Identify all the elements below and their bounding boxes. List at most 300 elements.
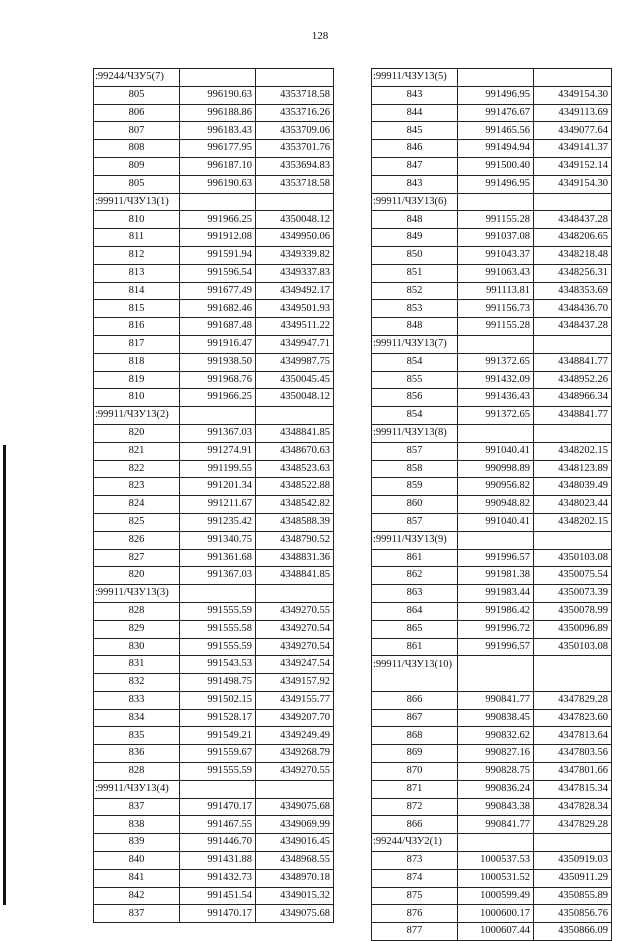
empty-cell bbox=[534, 424, 612, 442]
y-coordinate: 4348023.44 bbox=[534, 496, 612, 514]
table-row bbox=[372, 229, 612, 247]
y-coordinate: 4349492.17 bbox=[256, 282, 334, 300]
parcel-header-row bbox=[94, 407, 334, 425]
table-row bbox=[94, 157, 334, 175]
x-coordinate: 991555.59 bbox=[180, 638, 256, 656]
table-row bbox=[94, 567, 334, 585]
y-coordinate: 4348256.31 bbox=[534, 264, 612, 282]
table-row bbox=[94, 371, 334, 389]
y-coordinate: 4350073.39 bbox=[534, 585, 612, 603]
table-row bbox=[94, 638, 334, 656]
y-coordinate: 4353701.76 bbox=[256, 140, 334, 158]
table-row bbox=[94, 282, 334, 300]
point-number: 805 bbox=[94, 86, 180, 104]
y-coordinate: 4348218.48 bbox=[534, 246, 612, 264]
table-row bbox=[372, 122, 612, 140]
y-coordinate: 4349501.93 bbox=[256, 300, 334, 318]
point-number: 828 bbox=[94, 602, 180, 620]
table-row bbox=[94, 887, 334, 905]
table-row bbox=[94, 300, 334, 318]
y-coordinate: 4349950.06 bbox=[256, 229, 334, 247]
y-coordinate: 4349270.55 bbox=[256, 763, 334, 781]
point-number: 806 bbox=[94, 104, 180, 122]
y-coordinate: 4348437.28 bbox=[534, 318, 612, 336]
point-number: 835 bbox=[94, 727, 180, 745]
point-number: 818 bbox=[94, 353, 180, 371]
point-number: 828 bbox=[94, 763, 180, 781]
table-row bbox=[94, 852, 334, 870]
point-number: 861 bbox=[372, 638, 458, 656]
point-number: 836 bbox=[94, 745, 180, 763]
y-coordinate: 4350856.76 bbox=[534, 905, 612, 923]
x-coordinate: 991502.15 bbox=[180, 691, 256, 709]
x-coordinate: 991446.70 bbox=[180, 834, 256, 852]
point-number: 838 bbox=[94, 816, 180, 834]
table-row bbox=[94, 816, 334, 834]
scan-margin-bar bbox=[3, 445, 6, 905]
point-number: 858 bbox=[372, 460, 458, 478]
table-row bbox=[94, 478, 334, 496]
table-row bbox=[372, 300, 612, 318]
x-coordinate: 991274.91 bbox=[180, 442, 256, 460]
point-number: 832 bbox=[94, 674, 180, 692]
y-coordinate: 4349247.54 bbox=[256, 656, 334, 674]
x-coordinate: 991432.73 bbox=[180, 869, 256, 887]
x-coordinate: 991155.28 bbox=[458, 211, 534, 229]
table-row bbox=[94, 353, 334, 371]
x-coordinate: 991496.95 bbox=[458, 175, 534, 193]
x-coordinate: 1000600.17 bbox=[458, 905, 534, 923]
y-coordinate: 4348966.34 bbox=[534, 389, 612, 407]
x-coordinate: 1000599.49 bbox=[458, 887, 534, 905]
y-coordinate: 4349270.55 bbox=[256, 602, 334, 620]
point-number: 813 bbox=[94, 264, 180, 282]
point-number: 854 bbox=[372, 353, 458, 371]
table-row bbox=[372, 442, 612, 460]
y-coordinate: 4349270.54 bbox=[256, 638, 334, 656]
x-coordinate: 991040.41 bbox=[458, 513, 534, 531]
empty-cell bbox=[534, 656, 612, 692]
y-coordinate: 4349015.32 bbox=[256, 887, 334, 905]
table-row bbox=[372, 816, 612, 834]
table-row bbox=[372, 513, 612, 531]
y-coordinate: 4349152.14 bbox=[534, 157, 612, 175]
y-coordinate: 4349268.79 bbox=[256, 745, 334, 763]
x-coordinate: 991436.43 bbox=[458, 389, 534, 407]
y-coordinate: 4350866.09 bbox=[534, 923, 612, 941]
parcel-id: :99911/ЧЗУ13(7) bbox=[372, 335, 458, 353]
x-coordinate: 991986.42 bbox=[458, 602, 534, 620]
table-row bbox=[94, 869, 334, 887]
parcel-header-row bbox=[94, 69, 334, 87]
table-row bbox=[372, 104, 612, 122]
table-row bbox=[372, 264, 612, 282]
point-number: 851 bbox=[372, 264, 458, 282]
x-coordinate: 991043.37 bbox=[458, 246, 534, 264]
empty-cell bbox=[534, 193, 612, 211]
point-number: 860 bbox=[372, 496, 458, 514]
point-number: 862 bbox=[372, 567, 458, 585]
x-coordinate: 991199.55 bbox=[180, 460, 256, 478]
x-coordinate: 991476.67 bbox=[458, 104, 534, 122]
x-coordinate: 990836.24 bbox=[458, 780, 534, 798]
y-coordinate: 4353718.58 bbox=[256, 175, 334, 193]
table-row bbox=[94, 442, 334, 460]
x-coordinate: 1000537.53 bbox=[458, 852, 534, 870]
parcel-header-row bbox=[372, 531, 612, 549]
point-number: 820 bbox=[94, 424, 180, 442]
parcel-header-row bbox=[372, 656, 612, 692]
y-coordinate: 4348039.49 bbox=[534, 478, 612, 496]
y-coordinate: 4348202.15 bbox=[534, 513, 612, 531]
y-coordinate: 4347829.28 bbox=[534, 816, 612, 834]
y-coordinate: 4347801.66 bbox=[534, 763, 612, 781]
parcel-header-row bbox=[372, 69, 612, 87]
x-coordinate: 991968.76 bbox=[180, 371, 256, 389]
y-coordinate: 4348841.77 bbox=[534, 353, 612, 371]
table-row bbox=[372, 157, 612, 175]
table-row bbox=[372, 798, 612, 816]
x-coordinate: 996183.43 bbox=[180, 122, 256, 140]
empty-cell bbox=[256, 585, 334, 603]
y-coordinate: 4349075.68 bbox=[256, 905, 334, 923]
table-row bbox=[94, 246, 334, 264]
point-number: 842 bbox=[94, 887, 180, 905]
table-row bbox=[372, 211, 612, 229]
point-number: 833 bbox=[94, 691, 180, 709]
table-row bbox=[372, 353, 612, 371]
y-coordinate: 4349511.22 bbox=[256, 318, 334, 336]
point-number: 809 bbox=[94, 157, 180, 175]
y-coordinate: 4350045.45 bbox=[256, 371, 334, 389]
x-coordinate: 991372.65 bbox=[458, 353, 534, 371]
y-coordinate: 4349016.45 bbox=[256, 834, 334, 852]
table-row bbox=[372, 691, 612, 709]
point-number: 843 bbox=[372, 175, 458, 193]
empty-cell bbox=[458, 531, 534, 549]
y-coordinate: 4349141.37 bbox=[534, 140, 612, 158]
point-number: 854 bbox=[372, 407, 458, 425]
point-number: 816 bbox=[94, 318, 180, 336]
point-number: 848 bbox=[372, 211, 458, 229]
table-row bbox=[94, 745, 334, 763]
x-coordinate: 991340.75 bbox=[180, 531, 256, 549]
point-number: 861 bbox=[372, 549, 458, 567]
x-coordinate: 991555.59 bbox=[180, 602, 256, 620]
x-coordinate: 991156.73 bbox=[458, 300, 534, 318]
table-row bbox=[372, 780, 612, 798]
empty-cell bbox=[180, 193, 256, 211]
y-coordinate: 4349157.92 bbox=[256, 674, 334, 692]
parcel-id: :99911/ЧЗУ13(8) bbox=[372, 424, 458, 442]
y-coordinate: 4349069.99 bbox=[256, 816, 334, 834]
y-coordinate: 4349075.68 bbox=[256, 798, 334, 816]
table-row bbox=[372, 407, 612, 425]
parcel-id: :99911/ЧЗУ13(4) bbox=[94, 780, 180, 798]
y-coordinate: 4347813.64 bbox=[534, 727, 612, 745]
x-coordinate: 991113.81 bbox=[458, 282, 534, 300]
y-coordinate: 4348841.85 bbox=[256, 424, 334, 442]
point-number: 834 bbox=[94, 709, 180, 727]
point-number: 840 bbox=[94, 852, 180, 870]
y-coordinate: 4348437.28 bbox=[534, 211, 612, 229]
table-row bbox=[372, 282, 612, 300]
y-coordinate: 4348436.70 bbox=[534, 300, 612, 318]
empty-cell bbox=[458, 335, 534, 353]
y-coordinate: 4353709.06 bbox=[256, 122, 334, 140]
parcel-id: :99244/ЧЗУ2(1) bbox=[372, 834, 458, 852]
empty-cell bbox=[256, 193, 334, 211]
y-coordinate: 4348522.88 bbox=[256, 478, 334, 496]
table-row bbox=[94, 264, 334, 282]
point-number: 807 bbox=[94, 122, 180, 140]
point-number: 873 bbox=[372, 852, 458, 870]
y-coordinate: 4349947.71 bbox=[256, 335, 334, 353]
y-coordinate: 4348968.55 bbox=[256, 852, 334, 870]
point-number: 870 bbox=[372, 763, 458, 781]
point-number: 814 bbox=[94, 282, 180, 300]
table-row bbox=[94, 656, 334, 674]
table-row bbox=[94, 513, 334, 531]
table-row bbox=[94, 104, 334, 122]
coordinates-table-left bbox=[93, 68, 334, 923]
point-number: 810 bbox=[94, 389, 180, 407]
table-row bbox=[94, 175, 334, 193]
parcel-id: :99911/ЧЗУ13(6) bbox=[372, 193, 458, 211]
table-row bbox=[372, 371, 612, 389]
table-row bbox=[372, 745, 612, 763]
point-number: 866 bbox=[372, 816, 458, 834]
x-coordinate: 996187.10 bbox=[180, 157, 256, 175]
y-coordinate: 4348970.18 bbox=[256, 869, 334, 887]
x-coordinate: 991981.38 bbox=[458, 567, 534, 585]
y-coordinate: 4349270.54 bbox=[256, 620, 334, 638]
x-coordinate: 991498.75 bbox=[180, 674, 256, 692]
table-row bbox=[372, 620, 612, 638]
point-number: 808 bbox=[94, 140, 180, 158]
point-number: 875 bbox=[372, 887, 458, 905]
table-row bbox=[94, 335, 334, 353]
y-coordinate: 4347823.60 bbox=[534, 709, 612, 727]
point-number: 857 bbox=[372, 513, 458, 531]
y-coordinate: 4350048.12 bbox=[256, 389, 334, 407]
point-number: 823 bbox=[94, 478, 180, 496]
y-coordinate: 4347829.28 bbox=[534, 691, 612, 709]
x-coordinate: 991996.57 bbox=[458, 549, 534, 567]
point-number: 815 bbox=[94, 300, 180, 318]
point-number: 825 bbox=[94, 513, 180, 531]
table-row bbox=[94, 318, 334, 336]
empty-cell bbox=[534, 834, 612, 852]
x-coordinate: 991496.95 bbox=[458, 86, 534, 104]
x-coordinate: 991682.46 bbox=[180, 300, 256, 318]
x-coordinate: 1000607.44 bbox=[458, 923, 534, 941]
x-coordinate: 991063.43 bbox=[458, 264, 534, 282]
y-coordinate: 4349339.82 bbox=[256, 246, 334, 264]
point-number: 866 bbox=[372, 691, 458, 709]
x-coordinate: 991155.28 bbox=[458, 318, 534, 336]
table-row bbox=[372, 852, 612, 870]
point-number: 850 bbox=[372, 246, 458, 264]
empty-cell bbox=[256, 407, 334, 425]
x-coordinate: 990948.82 bbox=[458, 496, 534, 514]
parcel-id: :99911/ЧЗУ13(5) bbox=[372, 69, 458, 87]
point-number: 857 bbox=[372, 442, 458, 460]
x-coordinate: 991687.48 bbox=[180, 318, 256, 336]
point-number: 852 bbox=[372, 282, 458, 300]
x-coordinate: 991996.57 bbox=[458, 638, 534, 656]
parcel-header-row bbox=[94, 193, 334, 211]
x-coordinate: 996177.95 bbox=[180, 140, 256, 158]
point-number: 848 bbox=[372, 318, 458, 336]
x-coordinate: 991596.54 bbox=[180, 264, 256, 282]
y-coordinate: 4350103.08 bbox=[534, 638, 612, 656]
page-number: 128 bbox=[311, 30, 329, 42]
table-row bbox=[94, 674, 334, 692]
empty-cell bbox=[458, 193, 534, 211]
x-coordinate: 991559.67 bbox=[180, 745, 256, 763]
point-number: 855 bbox=[372, 371, 458, 389]
point-number: 864 bbox=[372, 602, 458, 620]
point-number: 820 bbox=[94, 567, 180, 585]
table-row bbox=[94, 211, 334, 229]
x-coordinate: 991500.40 bbox=[458, 157, 534, 175]
parcel-header-row bbox=[372, 424, 612, 442]
y-coordinate: 4347803.56 bbox=[534, 745, 612, 763]
x-coordinate: 991996.72 bbox=[458, 620, 534, 638]
point-number: 869 bbox=[372, 745, 458, 763]
y-coordinate: 4348542.82 bbox=[256, 496, 334, 514]
point-number: 821 bbox=[94, 442, 180, 460]
x-coordinate: 990841.77 bbox=[458, 691, 534, 709]
point-number: 871 bbox=[372, 780, 458, 798]
x-coordinate: 990843.38 bbox=[458, 798, 534, 816]
x-coordinate: 990827.16 bbox=[458, 745, 534, 763]
y-coordinate: 4348202.15 bbox=[534, 442, 612, 460]
parcel-header-row bbox=[94, 585, 334, 603]
x-coordinate: 991555.58 bbox=[180, 620, 256, 638]
y-coordinate: 4347828.34 bbox=[534, 798, 612, 816]
parcel-id: :99911/ЧЗУ13(1) bbox=[94, 193, 180, 211]
parcel-id: :99911/ЧЗУ13(3) bbox=[94, 585, 180, 603]
empty-cell bbox=[534, 531, 612, 549]
table-row bbox=[94, 549, 334, 567]
table-row bbox=[94, 122, 334, 140]
point-number: 863 bbox=[372, 585, 458, 603]
point-number: 853 bbox=[372, 300, 458, 318]
table-row bbox=[94, 691, 334, 709]
x-coordinate: 991966.25 bbox=[180, 211, 256, 229]
point-number: 843 bbox=[372, 86, 458, 104]
y-coordinate: 4350855.89 bbox=[534, 887, 612, 905]
x-coordinate: 991235.42 bbox=[180, 513, 256, 531]
y-coordinate: 4348206.65 bbox=[534, 229, 612, 247]
parcel-id: :99911/ЧЗУ13(10) bbox=[372, 656, 458, 692]
x-coordinate: 990841.77 bbox=[458, 816, 534, 834]
point-number: 867 bbox=[372, 709, 458, 727]
table-row bbox=[94, 86, 334, 104]
x-coordinate: 991361.68 bbox=[180, 549, 256, 567]
x-coordinate: 990828.75 bbox=[458, 763, 534, 781]
empty-cell bbox=[458, 69, 534, 87]
empty-cell bbox=[256, 69, 334, 87]
y-coordinate: 4348523.63 bbox=[256, 460, 334, 478]
point-number: 856 bbox=[372, 389, 458, 407]
y-coordinate: 4349249.49 bbox=[256, 727, 334, 745]
point-number: 865 bbox=[372, 620, 458, 638]
x-coordinate: 991966.25 bbox=[180, 389, 256, 407]
y-coordinate: 4353718.58 bbox=[256, 86, 334, 104]
x-coordinate: 991465.56 bbox=[458, 122, 534, 140]
table-row bbox=[372, 549, 612, 567]
x-coordinate: 991432.09 bbox=[458, 371, 534, 389]
y-coordinate: 4349987.75 bbox=[256, 353, 334, 371]
empty-cell bbox=[180, 407, 256, 425]
empty-cell bbox=[534, 69, 612, 87]
point-number: 847 bbox=[372, 157, 458, 175]
point-number: 817 bbox=[94, 335, 180, 353]
y-coordinate: 4348670.63 bbox=[256, 442, 334, 460]
point-number: 827 bbox=[94, 549, 180, 567]
point-number: 805 bbox=[94, 175, 180, 193]
table-row bbox=[372, 727, 612, 745]
parcel-header-row bbox=[372, 193, 612, 211]
parcel-id: :99911/ЧЗУ13(9) bbox=[372, 531, 458, 549]
point-number: 812 bbox=[94, 246, 180, 264]
table-row bbox=[372, 140, 612, 158]
y-coordinate: 4349154.30 bbox=[534, 175, 612, 193]
x-coordinate: 991591.94 bbox=[180, 246, 256, 264]
empty-cell bbox=[458, 656, 534, 692]
point-number: 830 bbox=[94, 638, 180, 656]
table-row bbox=[372, 175, 612, 193]
table-row bbox=[372, 567, 612, 585]
empty-cell bbox=[458, 424, 534, 442]
empty-cell bbox=[180, 69, 256, 87]
y-coordinate: 4350911.29 bbox=[534, 869, 612, 887]
y-coordinate: 4347815.34 bbox=[534, 780, 612, 798]
y-coordinate: 4348353.69 bbox=[534, 282, 612, 300]
table-row bbox=[94, 140, 334, 158]
x-coordinate: 991494.94 bbox=[458, 140, 534, 158]
x-coordinate: 991431.88 bbox=[180, 852, 256, 870]
y-coordinate: 4350919.03 bbox=[534, 852, 612, 870]
y-coordinate: 4348841.85 bbox=[256, 567, 334, 585]
point-number: 819 bbox=[94, 371, 180, 389]
point-number: 872 bbox=[372, 798, 458, 816]
y-coordinate: 4350048.12 bbox=[256, 211, 334, 229]
point-number: 841 bbox=[94, 869, 180, 887]
x-coordinate: 991451.54 bbox=[180, 887, 256, 905]
table-row bbox=[372, 869, 612, 887]
empty-cell bbox=[534, 335, 612, 353]
empty-cell bbox=[256, 780, 334, 798]
y-coordinate: 4348790.52 bbox=[256, 531, 334, 549]
x-coordinate: 996190.63 bbox=[180, 86, 256, 104]
y-coordinate: 4348588.39 bbox=[256, 513, 334, 531]
point-number: 824 bbox=[94, 496, 180, 514]
point-number: 859 bbox=[372, 478, 458, 496]
parcel-header-row bbox=[372, 335, 612, 353]
parcel-id: :99911/ЧЗУ13(2) bbox=[94, 407, 180, 425]
table-row bbox=[94, 727, 334, 745]
y-coordinate: 4349207.70 bbox=[256, 709, 334, 727]
table-row bbox=[372, 460, 612, 478]
x-coordinate: 990998.89 bbox=[458, 460, 534, 478]
empty-cell bbox=[180, 585, 256, 603]
point-number: 839 bbox=[94, 834, 180, 852]
x-coordinate: 996190.63 bbox=[180, 175, 256, 193]
